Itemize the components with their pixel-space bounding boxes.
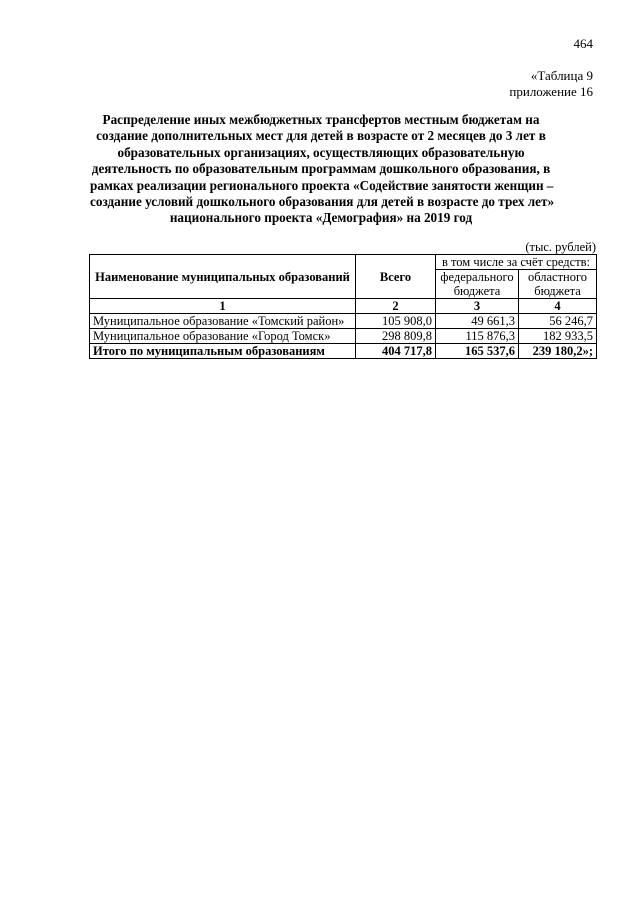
total-sum: 404 717,8 (356, 344, 436, 359)
header-group: в том числе за счёт средств: (436, 255, 597, 270)
row-total: 298 809,8 (356, 329, 436, 344)
column-number: 4 (519, 299, 597, 314)
row-federal: 115 876,3 (436, 329, 519, 344)
column-number: 3 (436, 299, 519, 314)
title-line: национального проекта «Демография» на 2019 год (169, 210, 473, 226)
header-row (90, 255, 597, 270)
page-number: 464 (573, 36, 593, 51)
header-federal: федерального бюджета (436, 270, 519, 299)
row-name: Муниципальное образование «Томский район» (90, 314, 356, 329)
row-name: Муниципальное образование «Город Томск» (90, 329, 356, 344)
title-line: рамках реализации регионального проекта «Содействие занятости женщин – (90, 177, 554, 193)
row-total: 105 908,0 (356, 314, 436, 329)
total-regional: 239 180,2»; (519, 344, 597, 359)
title-line: деятельность по образовательным программам дошкольного образования, в (91, 161, 551, 177)
title-line: создание условий дошкольного образования для детей в возрасте до трех лет» (90, 194, 555, 210)
title-line: Распределение иных межбюджетных трансфертов местным бюджетам на (102, 112, 540, 127)
total-name: Итого по муниципальным образованиям (90, 344, 356, 359)
column-number: 2 (356, 299, 436, 314)
document-title (90, 112, 555, 227)
title-line: образовательных организациях, осуществляющих образовательную (117, 144, 525, 160)
table-reference (509, 68, 593, 100)
appendix-ref-line: приложение 16 (509, 84, 593, 99)
header-total: Всего (356, 255, 436, 299)
table-row (90, 329, 597, 344)
total-row (90, 344, 597, 359)
column-number: 1 (90, 299, 356, 314)
table-ref-line: «Таблица 9 (530, 68, 593, 83)
row-regional: 56 246,7 (519, 314, 597, 329)
row-federal: 49 661,3 (436, 314, 519, 329)
title-line: создание дополнительных мест для детей в возрасте от 2 месяцев до 3 лет в (96, 128, 546, 144)
header-name: Наименование муниципальных образований (90, 255, 356, 299)
row-regional: 182 933,5 (519, 329, 597, 344)
units-label: (тыс. рублей) (525, 240, 596, 254)
header-regional: областного бюджета (519, 270, 597, 299)
transfers-table (89, 254, 597, 359)
column-numbers-row (90, 299, 597, 314)
total-federal: 165 537,6 (436, 344, 519, 359)
table-row (90, 314, 597, 329)
